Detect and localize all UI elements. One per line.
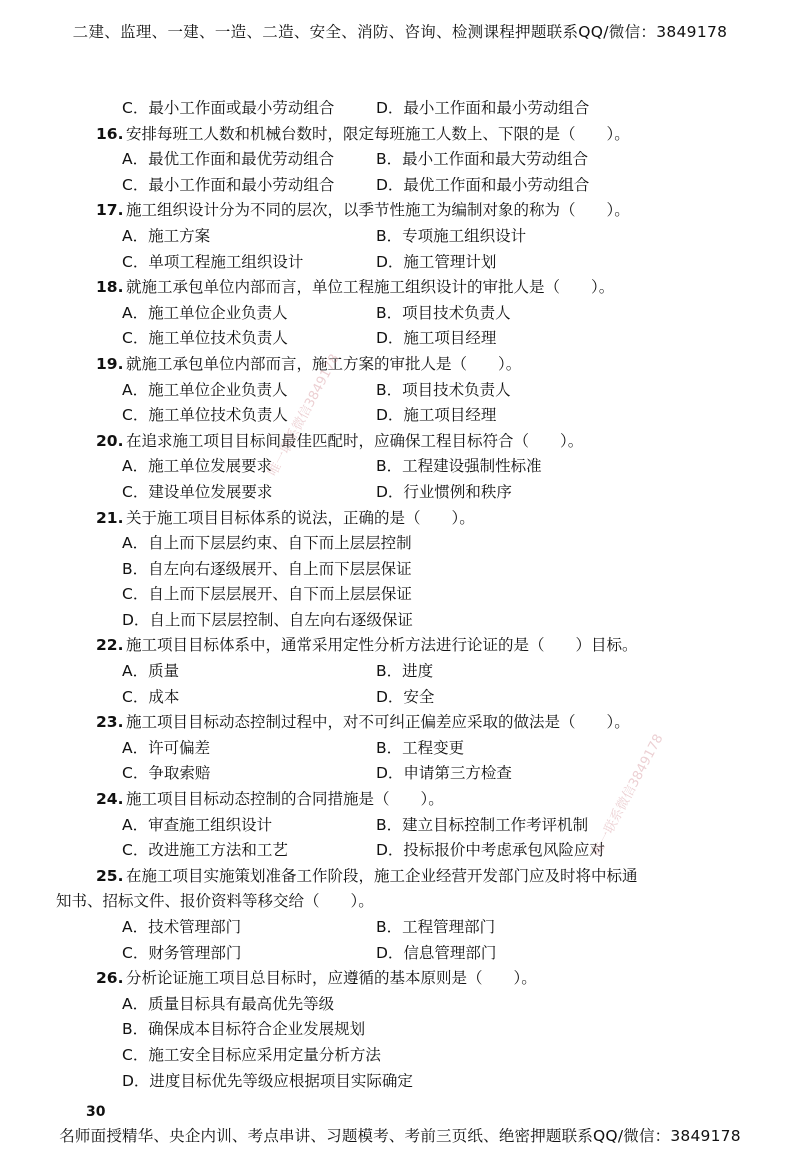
option-row [96, 147, 696, 173]
option-row [96, 224, 696, 250]
answer-option[interactable]: A．技术管理部门 [122, 918, 242, 936]
option-c[interactable]: C．最小工作面或最小劳动组合 [122, 99, 335, 117]
answer-option[interactable]: A．施工单位企业负责人 [122, 303, 288, 322]
answer-option[interactable]: D．施工项目经理 [376, 406, 497, 425]
answer-option[interactable]: A．审查施工组织设计 [122, 815, 273, 834]
option-row [96, 1043, 696, 1069]
option-row [96, 326, 696, 352]
answer-option[interactable]: D．信息管理部门 [376, 943, 497, 962]
answer-option[interactable]: D．施工项目经理 [376, 329, 497, 348]
answer-option[interactable]: A．施工单位企业负责人 [122, 380, 288, 399]
question-text: 就施工承包单位内部而言，施工方案的审批人是（ ）。 [126, 354, 522, 373]
question-number: 21. [96, 508, 124, 527]
option-row [96, 378, 696, 404]
option-d[interactable]: D．最小工作面和最小劳动组合 [376, 99, 590, 117]
answer-option[interactable]: B．工程建设强制性标准 [376, 457, 542, 476]
answer-option[interactable]: A．最优工作面和最优劳动组合 [122, 150, 335, 169]
option-row [96, 403, 696, 429]
question-text: 就施工承包单位内部而言，单位工程施工组织设计的审批人是（ ）。 [126, 278, 615, 297]
answer-option[interactable]: D．申请第三方检查 [376, 764, 512, 783]
option-row [96, 1069, 696, 1095]
question-number: 22. [96, 636, 124, 655]
answer-option[interactable]: B．专项施工组织设计 [376, 226, 527, 245]
question-stem [96, 633, 696, 659]
option-row [96, 992, 696, 1018]
question-text: 施工组织设计分为不同的层次，以季节性施工为编制对象的称为（ ）。 [126, 201, 630, 220]
option-row [96, 915, 696, 941]
answer-option[interactable]: A．质量目标具有最高优先等级 [122, 994, 335, 1013]
answer-option[interactable]: C．争取索赔 [122, 764, 211, 783]
answer-option[interactable]: A．施工单位发展要求 [122, 457, 273, 476]
question-text: 在施工项目实施策划准备工作阶段，施工企业经营开发部门应及时将中标通 [126, 866, 638, 885]
question-text: 在追求施工项目目标间最佳匹配时，应确保工程目标符合（ ）。 [126, 431, 584, 450]
answer-option[interactable]: A．质量 [122, 662, 180, 681]
answer-option[interactable]: D．进度目标优先等级应根据项目实际确定 [122, 1071, 413, 1090]
question-number: 18. [96, 278, 124, 297]
question-number: 25. [96, 866, 124, 885]
option-row [96, 480, 696, 506]
question-number: 20. [96, 431, 124, 450]
answer-option[interactable]: B．项目技术负责人 [376, 380, 511, 399]
answer-option[interactable]: C．自上而下层层展开、自下而上层层保证 [122, 585, 412, 604]
option-row [96, 659, 696, 685]
option-row [96, 1017, 696, 1043]
answer-option[interactable]: B．工程管理部门 [376, 918, 496, 936]
answer-option[interactable]: C．改进施工方法和工艺 [122, 841, 288, 860]
question-text: 施工项目目标体系中，通常采用定性分析方法进行论证的是（ ）目标。 [126, 636, 638, 655]
question-stem [96, 506, 696, 532]
question-stem [96, 787, 696, 813]
watermark: 唯一联系微信3849178 [589, 731, 667, 859]
answer-option[interactable]: C．施工安全目标应采用定量分析方法 [122, 1045, 381, 1064]
answer-option[interactable]: C．建设单位发展要求 [122, 482, 273, 501]
page-content [56, 96, 696, 1094]
question-stem [96, 122, 696, 148]
answer-option[interactable]: B．工程变更 [376, 738, 465, 757]
answer-option[interactable]: B．项目技术负责人 [376, 303, 511, 322]
question-text: 分析论证施工项目总目标时，应遵循的基本原则是（ ）。 [126, 969, 537, 988]
page-header: 二建、监理、一建、一造、二造、安全、消防、咨询、检测课程押题联系QQ/微信：3849178 [72, 23, 728, 41]
answer-option[interactable]: B．最小工作面和最大劳动组合 [376, 150, 589, 169]
option-row [96, 608, 696, 634]
question-number: 24. [96, 790, 124, 809]
answer-option[interactable]: C．单项工程施工组织设计 [122, 252, 304, 271]
page-number: 30 [86, 1104, 106, 1120]
answer-option[interactable]: D．行业惯例和秩序 [376, 482, 512, 501]
carryover-options [96, 96, 696, 122]
answer-option[interactable]: C．最小工作面和最小劳动组合 [122, 175, 335, 194]
question-number: 16. [96, 124, 124, 143]
option-row [96, 454, 696, 480]
question-number: 23. [96, 713, 124, 732]
question-stem [96, 429, 696, 455]
answer-option[interactable]: B．建立目标控制工作考评机制 [376, 815, 589, 834]
option-row [96, 941, 696, 967]
option-row [96, 582, 696, 608]
question-stem [96, 710, 696, 736]
question-number: 19. [96, 354, 124, 373]
option-row [96, 531, 696, 557]
answer-option[interactable]: D．投标报价中考虑承包风险应对 [376, 841, 605, 860]
answer-option[interactable]: B．进度 [376, 662, 434, 681]
question-number: 26. [96, 969, 124, 988]
answer-option[interactable]: A．自上而下层层约束、自下而上层层控制 [122, 534, 412, 553]
question-stem [96, 352, 696, 378]
answer-option[interactable]: D．安全 [376, 687, 435, 706]
question-stem [96, 275, 696, 301]
page-footer: 名师面授精华、央企内训、考点串讲、习题模考、考前三页纸、绝密押题联系QQ/微信：3849178 [59, 1127, 741, 1145]
answer-option[interactable]: C．成本 [122, 687, 180, 706]
answer-option[interactable]: D．自上而下层层控制、自左向右逐级保证 [122, 610, 413, 629]
question-stem [96, 198, 696, 224]
option-row [96, 173, 696, 199]
watermark: 唯一联系微信3849178 [265, 351, 343, 479]
answer-option[interactable]: C．施工单位技术负责人 [122, 329, 288, 348]
question-text: 安排每班工人数和机械台数时，限定每班施工人数上、下限的是（ ）。 [126, 124, 630, 143]
answer-option[interactable]: B．确保成本目标符合企业发展规划 [122, 1020, 366, 1039]
question-stem [96, 864, 696, 890]
answer-option[interactable]: A．施工方案 [122, 226, 211, 245]
option-row [96, 761, 696, 787]
answer-option[interactable]: D．最优工作面和最小劳动组合 [376, 175, 590, 194]
answer-option[interactable]: C．施工单位技术负责人 [122, 406, 288, 425]
answer-option[interactable]: D．施工管理计划 [376, 252, 497, 271]
answer-option[interactable]: B．自左向右逐级展开、自上而下层层保证 [122, 559, 412, 578]
question-stem [96, 966, 696, 992]
answer-option[interactable]: A．许可偏差 [122, 738, 211, 757]
option-row [96, 736, 696, 762]
option-row [96, 557, 696, 583]
question-text: 施工项目目标动态控制过程中，对不可纠正偏差应采取的做法是（ ）。 [126, 713, 630, 732]
question-number: 17. [96, 201, 124, 220]
question-text: 关于施工项目目标体系的说法，正确的是（ ）。 [126, 508, 475, 527]
option-row [96, 301, 696, 327]
option-row [96, 685, 696, 711]
question-text-continued: 知书、招标文件、报价资料等移交给（ ）。 [56, 892, 374, 911]
answer-option[interactable]: C．财务管理部门 [122, 943, 242, 962]
option-row [96, 250, 696, 276]
question-text: 施工项目目标动态控制的合同措施是（ ）。 [126, 790, 444, 809]
